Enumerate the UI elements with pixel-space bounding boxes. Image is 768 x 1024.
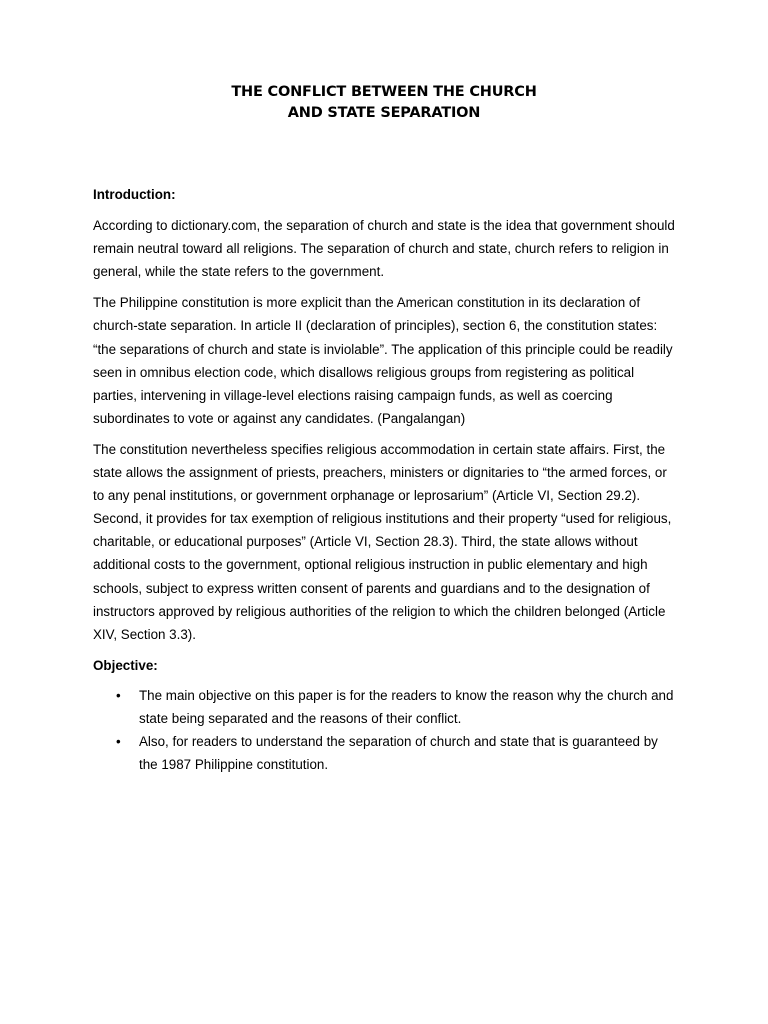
objective-item-text-1: The main objective on this paper is for the readers to know the reason why the church and state being separated and the reasons of their conflict. — [139, 687, 674, 726]
introduction-paragraph-2: The Philippine constitution is more explicit than the American constitution in its declaration of church-state separation. In article II (declaration of principles), section 6, the constitution states: “the separations of church and state is inviolable”. The application of this principle could be readily seen in omnibus election code, which disallows religious groups from registering as political parties, intervening in village-level elections raising campaign funds, as well as coercing subordinates to vote or against any candidates. (Pangalangan) — [93, 295, 673, 426]
document-body — [93, 183, 677, 776]
title-line-1: THE CONFLICT BETWEEN THE CHURCH — [231, 84, 537, 100]
title-line-2: AND STATE SEPARATION — [287, 105, 481, 121]
introduction-heading: Introduction: — [93, 187, 176, 202]
document-title — [0, 82, 768, 124]
introduction-paragraph-3: The constitution nevertheless specifies religious accommodation in certain state affairs. First, the state allows the assignment of priests, preachers, ministers or dignitaries to “the armed forces, or to any penal institutions, or government orphanage or leprosarium” (Article VI, Section 29.2). Second, it provides for tax exemption of religious institutions and their property “used for religious, charitable, or educational purposes” (Article VI, Section 28.3). Third, the state allows without additional costs to the government, optional religious instruction in public elementary and high schools, subject to express written consent of parents and guardians and to the designation of instructors approved by religious authorities of the religion to which the children belonged (Article XIV, Section 3.3). — [93, 441, 672, 642]
bullet-icon: • — [116, 687, 121, 703]
introduction-paragraph-1: According to dictionary.com, the separation of church and state is the idea that government should remain neutral toward all religions. The separation of church and state, church refers to religion in general, while the state refers to the government. — [93, 218, 675, 280]
objective-item-text-2: Also, for readers to understand the separation of church and state that is guaranteed by the 1987 Philippine constitution. — [139, 734, 658, 773]
objective-heading: Objective: — [93, 657, 158, 673]
list-item — [93, 730, 677, 776]
bullet-icon: • — [116, 734, 121, 750]
list-item — [93, 684, 677, 730]
objective-list — [93, 684, 677, 776]
